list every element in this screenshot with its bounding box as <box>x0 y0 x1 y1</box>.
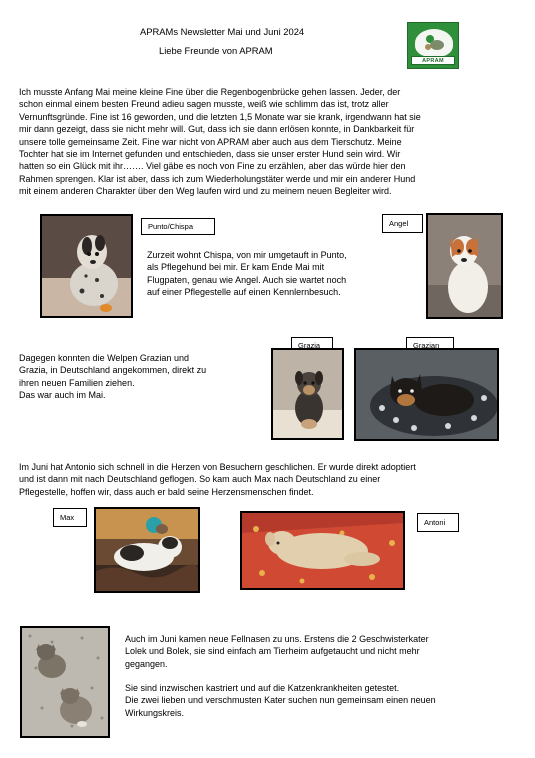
section2-text <box>19 352 259 402</box>
apram-logo <box>407 22 459 69</box>
section1-text <box>147 249 387 299</box>
label-punto-chispa: Punto/Chispa <box>141 218 215 235</box>
text-line: Pflegestelle, hoffen wir, dass auch er bald seine Herzensmenschen findet. <box>19 486 314 497</box>
photo-angel <box>426 213 503 319</box>
intro-line: Vernunftsgründe. Fine ist 16 geworden, und die letzten 1,5 Monate war sie krank, irgendwann hat sie <box>19 111 421 122</box>
intro-paragraph <box>19 86 519 198</box>
label-grazia: Grazia <box>291 337 333 354</box>
text-line: Sie sind inzwischen kastriert und auf die Katzenkrankheiten getestet. <box>125 683 400 693</box>
greeting-subtitle: Liebe Freunde von APRAM <box>159 45 273 56</box>
photo-antonio <box>240 511 405 590</box>
photo-cats <box>20 626 110 738</box>
photo-punto-chispa <box>40 214 133 318</box>
text-line: Wirkungskreis. <box>125 707 185 718</box>
section4-text-a <box>125 633 525 670</box>
text-line: Im Juni hat Antonio sich schnell in die Herzen von Besuchern geschlichen. Er wurde direkt adoptiert <box>19 462 416 472</box>
section4-text-b <box>125 682 525 719</box>
text-line: Das war auch im Mai. <box>19 390 106 401</box>
intro-line: hatten so ein Glück mit ihr……. Viel gäbe es noch von Fine zu erzählen, aber das würde hier den <box>19 161 406 172</box>
label-angel: Angel <box>382 214 423 233</box>
text-line: auf einer Pflegestelle auf einen Kennlernbesuch. <box>147 287 341 298</box>
text-line: Dagegen konnten die Welpen Grazian und <box>19 353 189 363</box>
text-line: und ist dann mit nach Deutschland geflogen. So kam auch Max nach Deutschland zu einer <box>19 474 381 485</box>
intro-line: Tochter hat sie im Internet gefunden und entschieden, dass sie unser erster Hund sein wird. Wir <box>19 149 401 160</box>
label-max: Max <box>53 508 87 527</box>
photo-grazian <box>354 348 499 441</box>
label-antoni: Antoni <box>417 513 459 532</box>
text-line: Grazia, in Deutschland angekommen, direkt zu <box>19 365 207 376</box>
photo-max <box>94 507 200 593</box>
text-line: Lolek und Bolek, sie sind einfach am Tierheim aufgetaucht und nicht mehr <box>125 646 420 657</box>
intro-line: mit einem anderen Charakter über den Weg laufen wird und zu meinem neuen Begleiter wird. <box>19 186 392 197</box>
intro-line: unsere tolle gemeinsame Zeit. Fine war nicht von APRAM aber auch aus dem Tierschutz. Meine <box>19 136 402 147</box>
section3-text <box>19 461 524 498</box>
logo-text: APRAM <box>422 58 444 64</box>
photo-grazia <box>271 348 344 440</box>
text-line: Flugpaten, genau wie Angel. Auch sie wartet noch <box>147 274 347 285</box>
intro-line: Rahmen sprengen. Klar ist aber, dass ich zum Wiederholungstäter werde und mir ein anderer Hund <box>19 173 416 184</box>
text-line: Zurzeit wohnt Chispa, von mir umgetauft in Punto, <box>147 250 347 260</box>
newsletter-title: APRAMs Newsletter Mai und Juni 2024 <box>140 26 305 37</box>
text-line: gegangen. <box>125 658 168 669</box>
text-line: ihren neuen Familien ziehen. <box>19 377 135 388</box>
intro-line: Ich musste Anfang Mai meine kleine Fine über die Regenbogenbrücke gehen lassen. Jeder, der <box>19 87 401 97</box>
label-grazian: Grazian <box>406 337 454 354</box>
text-line: Die zwei lieben und verschmusten Kater suchen nun gemeinsam einen neuen <box>125 695 436 706</box>
text-line: als Pflegehund bei mir. Er kam Ende Mai mit <box>147 262 325 273</box>
intro-line: schon einmal einem besten Freund adieu sagen musste, weiß wie schlimm das ist, trotz aller <box>19 99 389 110</box>
text-line: Auch im Juni kamen neue Fellnasen zu uns. Erstens die 2 Geschwisterkater <box>125 634 429 644</box>
intro-line: mir dann gezeigt, dass sie nicht mehr will. Gut, dass ich sie dann erlösen konnte, in Dankbarkeit für <box>19 124 415 135</box>
